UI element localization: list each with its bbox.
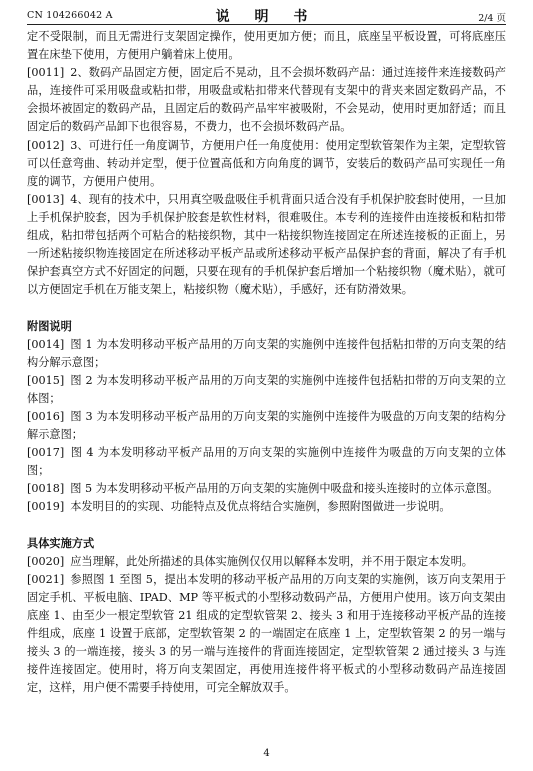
paragraph-0016: [0016] 图 3 为本发明移动平板产品用的万向支架的实施例中连接件为吸盘的万向支架的结构分解示意图； — [27, 409, 506, 441]
paragraph-0018: [0018] 图 5 为本发明移动平板产品用的万向支架的实施例中吸盘和接头连接时的立体示意图。 — [27, 482, 499, 496]
paragraph-number: [0011] — [27, 66, 65, 80]
page-header — [27, 6, 506, 24]
paragraph-number: [0017] — [27, 446, 65, 460]
paragraph-0013: [0013] 4、现有的技术中，只用真空吸盘吸住手机背面只适合没有手机保护胶套时使用，一旦加上手机保护胶套，因为手机保护胶套是软性材料，很难吸住。本专利的连接件由连接板和粘扣带组成，粘扣带包括两个可粘合的粘接织物，其中一粘接织物连接固定在所述连接板的正面上，另一所述粘接织物连接固定在所述移动平板产品或所述移动平板产品保护套的背面，解决了有手机保护套真空方式不好固定的问题，只要在现有的手机保护套后增加一个粘接织物（魔术贴），就可以方便固定手机在万能支架上，粘接织物（魔术贴），手感好，还有防滑效果。 — [27, 192, 506, 297]
paragraph-0017: [0017] 图 4 为本发明移动平板产品用的万向支架的实施例中连接件为吸盘的万向支架的立体图； — [27, 446, 506, 478]
paragraph-0014: [0014] 图 1 为本发明移动平板产品用的万向支架的实施例中连接件包括粘扣带的万向支架的结构分解示意图； — [27, 337, 506, 369]
page-indicator: 2/4 页 — [478, 13, 506, 24]
paragraph-0021: [0021] 参照图 1 至图 5，提出本发明的移动平板产品用的万向支架的实施例，该万向支架用于固定手机、平板电脑、IPAD、MP 等平板式的小型移动数码产品，方便用户使用。该万向支架由底座 1、由至少一根定型软管 21 组成的定型软管架 2、接头 3 和用于连接移动平板产品的连接件组成，底座 1 设置于底部，定型软管架 2 的一端固定在底座 1 上，定型软管架 2 的另一端与接头 3 的一端连接，接头 3 的另一端与连接件的背面连接固定，定型软管架 2 通过接头 3 与连接件连接固定。使用时，将万向支架固定，再使用连接件将平板式的小型移动数码产品连接固定，这样，用户便不需要手持使用，可完全解放双手。 — [27, 572, 506, 695]
paragraph-number: [0021] — [27, 572, 65, 586]
paragraph-number: [0020] — [27, 554, 65, 568]
paragraph-number: [0014] — [27, 337, 65, 351]
paragraph-number: [0019] — [27, 500, 65, 514]
document-body — [27, 28, 506, 697]
paragraph-number: [0015] — [27, 373, 65, 387]
paragraph-number: [0016] — [27, 409, 65, 423]
paragraph-0012: [0012] 3、可进行任一角度调节，方便用户任一角度使用：使用定型软管架作为主架，定型软管可以任意弯曲、转动并定型，便于位置高低和方向角度的调节，安装后的数码产品可实现任一角度的调节，方便用户使用。 — [27, 138, 506, 188]
patent-number: CN 104266042 A — [27, 10, 113, 21]
section-heading-figures: 附图说明 — [27, 319, 72, 334]
paragraph-0015: [0015] 图 2 为本发明移动平板产品用的万向支架的实施例中连接件包括粘扣带的万向支架的立体图； — [27, 373, 506, 405]
paragraph-0019: [0019] 本发明目的的实现、功能特点及优点将结合实施例，参照附图做进一步说明。 — [27, 500, 451, 514]
paragraph-number: [0013] — [27, 192, 65, 206]
document-title: 说 明 书 — [215, 9, 318, 25]
page-number: 4 — [263, 748, 270, 759]
paragraph-0020: [0020] 应当理解，此处所描述的具体实施例仅仅用以解释本发明，并不用于限定本发明。 — [27, 554, 473, 568]
paragraph-number: [0018] — [27, 482, 65, 496]
paragraph-number: [0012] — [27, 138, 65, 152]
header-rule — [27, 24, 506, 25]
paragraph: 定不受限制，而且无需进行支架固定操作，使用更加方便；而且，底座呈平板设置，可将底座压置在床垫下使用，方便用户躺着床上使用。 — [27, 30, 506, 62]
paragraph-0011: [0011] 2、数码产品固定方便，固定后不晃动，且不会损坏数码产品：通过连接件来连接数码产品，连接件可采用吸盘或粘扣带，用吸盘或粘扣带来代替现有支架中的背夹来固定数码产品，不会损坏被固定的数码产品，且固定后的数码产品牢牢被吸附，不会晃动，使用时更加舒适；而且固定后的数码产品卸下也很容易，不费力，也不会损坏数码产品。 — [27, 66, 506, 134]
section-heading-embodiment: 具体实施方式 — [27, 536, 95, 551]
